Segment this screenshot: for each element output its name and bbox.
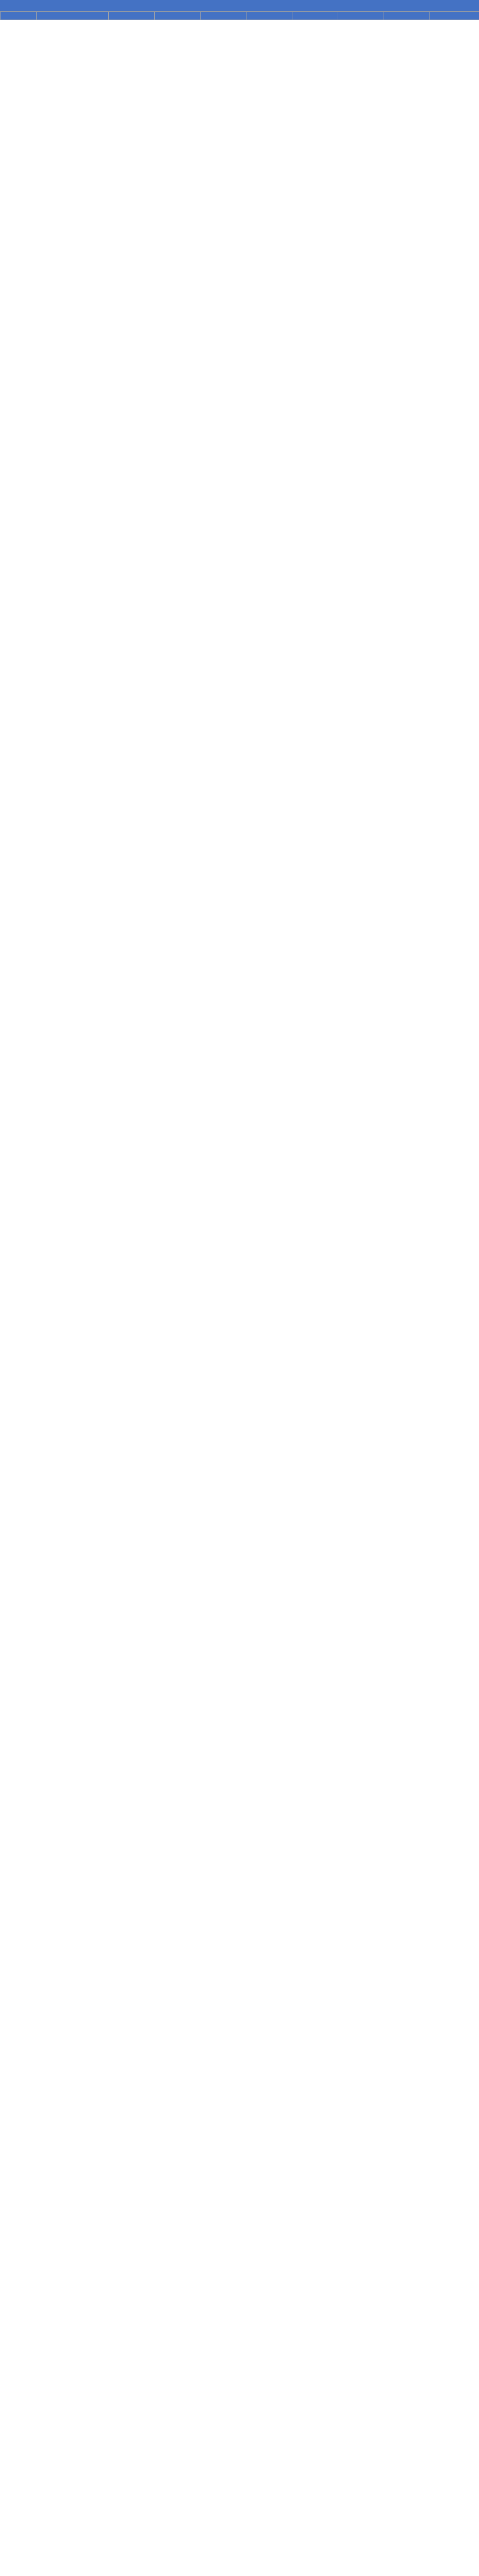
column-header-6[interactable] [292,12,338,20]
column-header-3[interactable] [155,12,201,20]
column-header-5[interactable] [246,12,292,20]
data-table [0,11,479,20]
column-header-8[interactable] [384,12,430,20]
column-header-2[interactable] [109,12,155,20]
table-title [0,0,479,11]
column-header-0[interactable] [1,12,37,20]
column-header-7[interactable] [338,12,384,20]
column-header-1[interactable] [37,12,109,20]
column-header-9[interactable] [430,12,479,20]
column-header-4[interactable] [201,12,246,20]
header-row [1,12,479,20]
